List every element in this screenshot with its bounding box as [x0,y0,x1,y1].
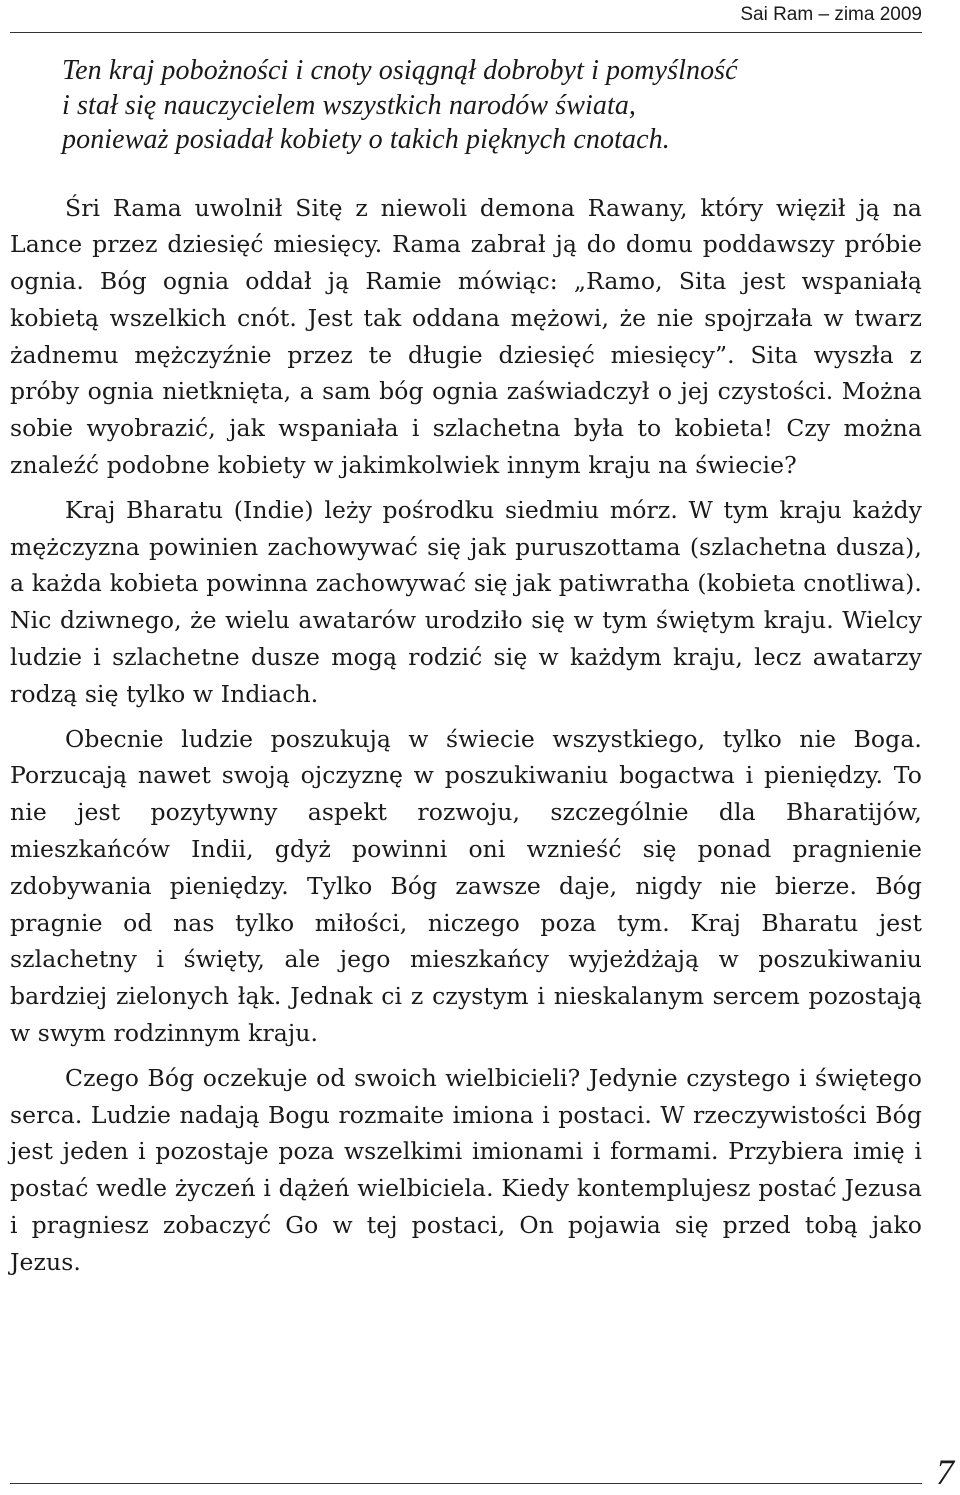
paragraph-1: Śri Rama uwolnił Sitę z niewoli demona Rawany, który więził ją na Lance przez dziesięć miesięcy. Rama zabrał ją do domu poddawszy próbie ognia. Bóg ognia oddał ją Ramie mówiąc: „Ramo, Sita jest wspaniałą kobietą wszelkich cnót. Jest tak oddana mężowi, że nie spojrzała w twarz żadnemu mężczyźnie przez te długie dziesięć miesięcy”. Sita wyszła z próby ognia nietknięta, a sam bóg ognia zaświadczył o jej czystości. Można sobie wyobrazić, jak wspaniała i szlachetna była to kobieta! Czy można znaleźć podobne kobiety w jakimkolwiek innym kraju na świecie? [10,193,922,480]
paragraph-2: Kraj Bharatu (Indie) leży pośrodku siedmiu mórz. W tym kraju każdy mężczyzna powinien zachowywać się jak puruszottama (szlachetna dusza), a każda kobieta powinna zachowywać się jak patiwratha (kobieta cnotliwa). Nic dziwnego, że wielu awatarów urodziło się w tym świętym kraju. Wielcy ludzie i szlachetne dusze mogą rodzić się w każdym kraju, lecz awatarzy rodzą się tylko w Indiach. [10,495,922,708]
header-divider [10,32,922,33]
footer-divider [10,1483,922,1484]
epigraph-quote: Ten kraj pobożności i cnoty osiągnął dobrobyt i pomyślność i stał się nauczycielem wszystkich narodów świata, ponieważ posiadał kobiety o takich pięknych cnotach. [62,55,738,155]
article-body [10,54,922,1289]
paragraph-4: Czego Bóg oczekuje od swoich wielbicieli? Jedynie czystego i świętego serca. Ludzie nadają Bogu rozmaite imiona i postaci. W rzeczywistości Bóg jest jeden i pozostaje poza wszelkimi imionami i formami. Przybiera imię i postać wedle życzeń i dążeń wielbiciela. Kiedy kontemplujesz postać Jezusa i pragniesz zobaczyć Go w tej postaci, On pojawia się przed tobą jako Jezus. [10,1063,922,1276]
page-header [10,0,922,34]
publication-title: Sai Ram – zima 2009 [740,4,922,25]
page-number: 7 [936,1452,954,1492]
paragraph-3: Obecnie ludzie poszukują w świecie wszystkiego, tylko nie Boga. Porzucają nawet swoją ojczyznę w poszukiwaniu bogactwa i pieniędzy. To nie jest pozytywny aspekt rozwoju, szczególnie dla Bharatijów, mieszkańców Indii, gdyż powinni oni wznieść się ponad pragnienie zdobywania pieniędzy. Tylko Bóg zawsze daje, nigdy nie bierze. Bóg pragnie od nas tylko miłości, niczego poza tym. Kraj Bharatu jest szlachetny i święty, ale jego mieszkańcy wyjeżdżają w poszukiwaniu bardziej zielonych łąk. Jednak ci z czystym i nieskalanym sercem pozostają w swym rodzinnym kraju. [10,724,922,1048]
